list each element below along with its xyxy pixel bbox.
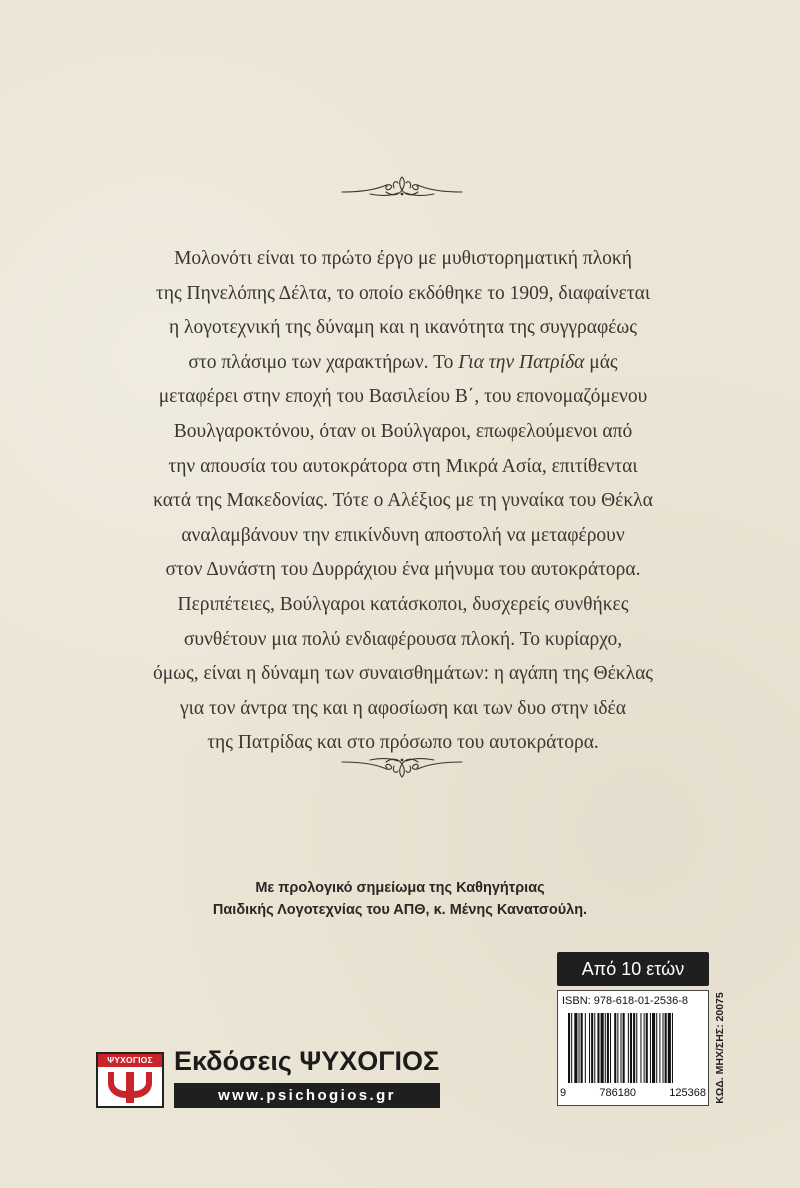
blurb-line: Μολονότι είναι το πρώτο έργο με μυθιστορηματική πλοκή [174,248,632,269]
prologue-note [150,877,650,921]
blurb-line: αναλαμβάνουν την επικίνδυνη αποστολή να μεταφέρουν [181,524,625,546]
blurb-line: της Πηνελόπης Δέλτα, το οποίο εκδόθηκε το 1909, διαφαίνεται [155,282,651,304]
barcode-digit-group: 786180 [599,1087,637,1099]
blurb-line: όμως, είναι η δύναμη των συναισθημάτων: η αγάπη της Θέκλας [152,663,654,685]
blurb-line: Περιπέτειες, Βούλγαροι κατάσκοποι, δυσχερείς συνθήκες [177,593,629,615]
blurb-line: η λογοτεχνική της δύναμη και η ικανότητα της συγγραφέως [168,317,637,339]
barcode-digit-group: 125368 [669,1087,706,1099]
publisher-logo-text: ΨΥΧΟΓΙΟΣ [98,1054,162,1067]
blurb-line: κατά της Μακεδονίας. Τότε ο Αλέξιος με τη γυναίκα του Θέκλα [153,490,653,512]
blurb-line: Βουλγαροκτόνου, όταν οι Βούλγαροι, επωφελούμενοι από [173,420,633,442]
isbn-barcode [557,990,709,1106]
product-code-vertical [712,990,728,1106]
psi-symbol-icon [104,1068,156,1106]
publisher-name: Εκδόσεις ΨΥΧΟΓΙΟΣ [174,1046,440,1076]
product-code-label: ΚΩΔ. ΜΗΧ/ΣΗΣ: 20075 [714,992,726,1104]
prologue-line-2: Παιδικής Λογοτεχνίας του ΑΠΘ, κ. Μένης Κανατσούλη. [212,902,588,918]
age-rating-badge: Από 10 ετών [557,952,709,986]
top-flourish-ornament-icon [340,174,464,202]
publisher-website-link[interactable]: www.psichogios.gr [174,1083,440,1108]
isbn-label: ISBN: 978-618-01-2536-8 [562,995,688,1007]
blurb-line: την απουσία του αυτοκράτορα στη Μικρά Ασία, επιτίθενται [168,455,638,477]
blurb-line: της Πατρίδας και στο πρόσωπο του αυτοκράτορα. [207,732,599,754]
blurb-line: στον Δυνάστη του Δυρράχιου ένα μήνυμα του αυτοκράτορα. [165,559,641,581]
blurb-line: μεταφέρει στην εποχή του Βασιλείου Β΄, του επονομαζόμενου [158,386,648,408]
barcode-bars-icon [568,1013,702,1083]
barcode-digits [560,1087,706,1099]
blurb-line: συνθέτουν μια πολύ ενδιαφέρουσα πλοκή. Το κυρίαρχο, [183,628,623,650]
blurb-text [120,242,686,761]
book-title-italic: Για την Πατρίδα [458,351,585,373]
bottom-flourish-ornament-icon [340,752,464,780]
publisher-logo [96,1052,164,1108]
prologue-line-1: Με προλογικό σημείωμα της Καθηγήτριας [255,880,545,896]
blurb-line: για τον άντρα της και η αφοσίωση και των δυο στην ιδέα [180,697,626,719]
barcode-digit-group: 9 [560,1087,567,1099]
blurb-line: στο πλάσιμο των χαρακτήρων. Το Για την Πατρίδα μάς [188,351,618,373]
